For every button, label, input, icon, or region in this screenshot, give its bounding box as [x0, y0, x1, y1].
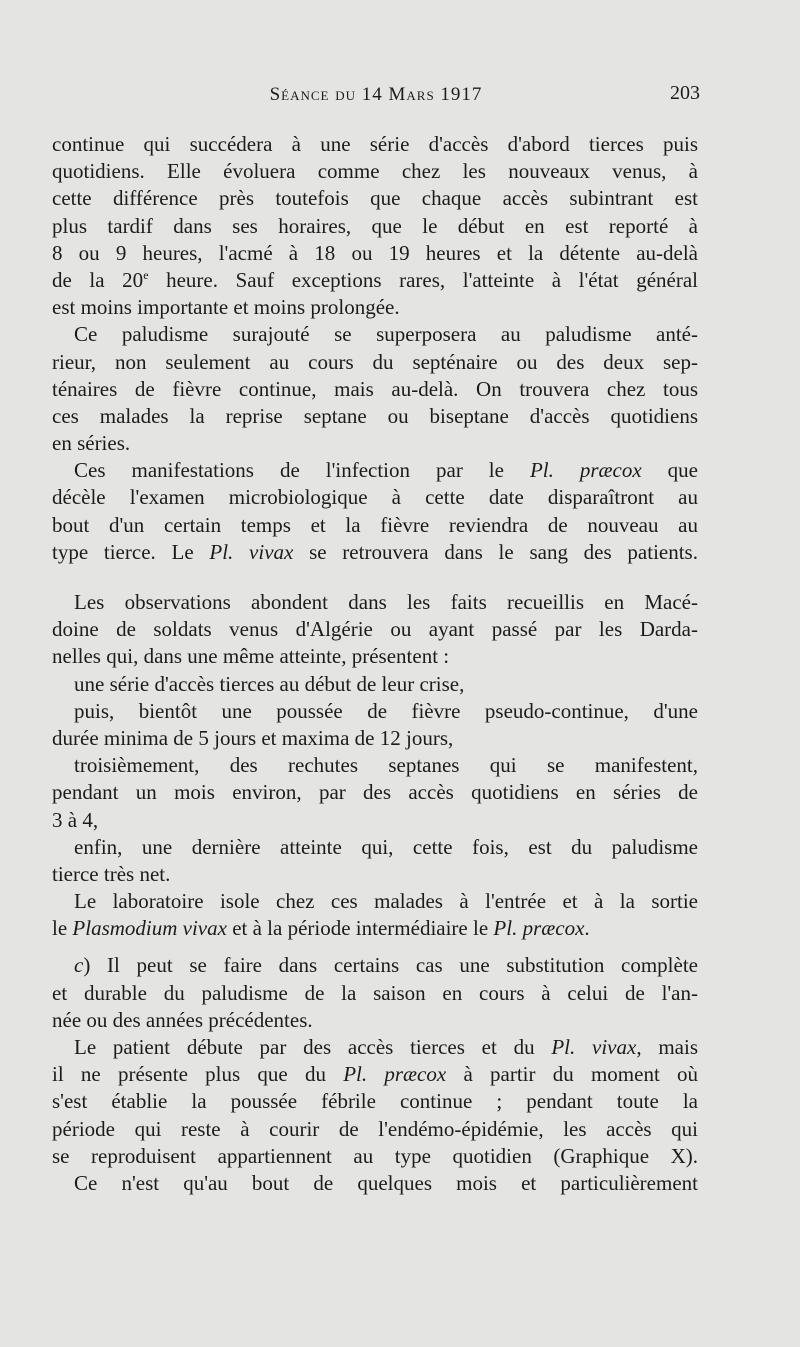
text-line: cette différence près toutefois que chaque accès subintrant est — [52, 186, 698, 211]
text-line: est moins importante et moins prolongée. — [52, 295, 400, 320]
section-spacer — [52, 566, 698, 589]
paragraph — [52, 131, 698, 321]
paragraph — [52, 321, 698, 457]
text-line: se reproduisent appartiennent au type quotidien (Graphique X). — [52, 1143, 698, 1168]
running-title: Séance du 14 Mars 1917 — [269, 84, 483, 105]
text-line: de la 20e heure. Sauf exceptions rares, l'atteinte à l'état général — [52, 267, 698, 292]
text-line: période qui reste à courir de l'endémo-épidémie, les accès qui — [52, 1116, 698, 1141]
text-line: bout d'un certain temps et la fièvre reviendra de nouveau au — [52, 512, 698, 537]
text-line: pendant un mois environ, par des accès quotidiens en séries de — [52, 780, 698, 805]
text-line: née ou des années précédentes. — [52, 1007, 313, 1032]
body-text — [52, 131, 698, 1197]
paragraph — [52, 457, 698, 566]
text-line: s'est établie la poussée fébrile continue ; pendant toute la — [52, 1089, 698, 1114]
text-line: ces malades la reprise septane ou biseptane d'accès quotidiens — [52, 403, 698, 428]
text-line: rieur, non seulement au cours du septénaire ou des deux sep- — [52, 349, 698, 374]
text-line: nelles qui, dans une même atteinte, présentent : — [52, 644, 450, 669]
text-line: 3 à 4, — [52, 807, 99, 832]
text-line: tierce très net. — [52, 861, 171, 886]
page-number: 203 — [670, 82, 700, 104]
text-line: c) Il peut se faire dans certains cas une substitution complète — [74, 953, 698, 978]
paragraph — [52, 952, 698, 1197]
text-line: Le patient débute par des accès tierces et du Pl. vivax, mais — [74, 1035, 699, 1059]
text-line: en séries. — [52, 431, 131, 456]
text-line: enfin, une dernière atteinte qui, cette fois, est du paludisme — [74, 834, 698, 859]
text-line: troisièmement, des rechutes septanes qui se manifestent, — [74, 753, 698, 778]
text-line: continue qui succédera à une série d'accès d'abord tierces puis — [52, 132, 698, 156]
text-line: durée minima de 5 jours et maxima de 12 jours, — [52, 725, 454, 750]
text-line: et durable du paludisme de la saison en cours à celui de l'an- — [52, 980, 698, 1005]
text-line: 8 ou 9 heures, l'acmé à 18 ou 19 heures et la détente au-delà — [52, 240, 698, 265]
text-line: Ce paludisme surajouté se superposera au paludisme anté- — [74, 322, 698, 347]
text-line: quotidiens. Elle évoluera comme chez les nouveaux venus, à — [52, 159, 698, 184]
text-line: Le laboratoire isole chez ces malades à l'entrée et à la sortie — [74, 889, 698, 914]
page-header — [52, 82, 700, 112]
section-spacer — [52, 942, 698, 952]
text-line: décèle l'examen microbiologique à cette date disparaîtront au — [52, 485, 698, 510]
text-line: plus tardif dans ses horaires, que le début en est reporté à — [52, 213, 698, 238]
paragraph — [52, 589, 698, 942]
text-line: Ce n'est qu'au bout de quelques mois et particulièrement — [74, 1170, 698, 1195]
text-line: ténaires de fièvre continue, mais au-delà. On trouvera chez tous — [52, 376, 698, 401]
text-line: il ne présente plus que du Pl. præcox à partir du moment où — [52, 1062, 699, 1087]
text-line: doine de soldats venus d'Algérie ou ayant passé par les Darda- — [52, 617, 698, 642]
text-line: puis, bientôt une poussée de fièvre pseudo-continue, d'une — [74, 698, 698, 723]
text-line: le Plasmodium vivax et à la période intermédiaire le Pl. præcox. — [52, 916, 590, 941]
text-line: type tierce. Le Pl. vivax se retrouvera dans le sang des patients. — [52, 539, 698, 564]
text-line: une série d'accès tierces au début de leur crise, — [74, 671, 465, 696]
text-line: Les observations abondent dans les faits recueillis en Macé- — [74, 590, 698, 614]
text-line: Ces manifestations de l'infection par le Pl. præcox que — [74, 458, 698, 483]
